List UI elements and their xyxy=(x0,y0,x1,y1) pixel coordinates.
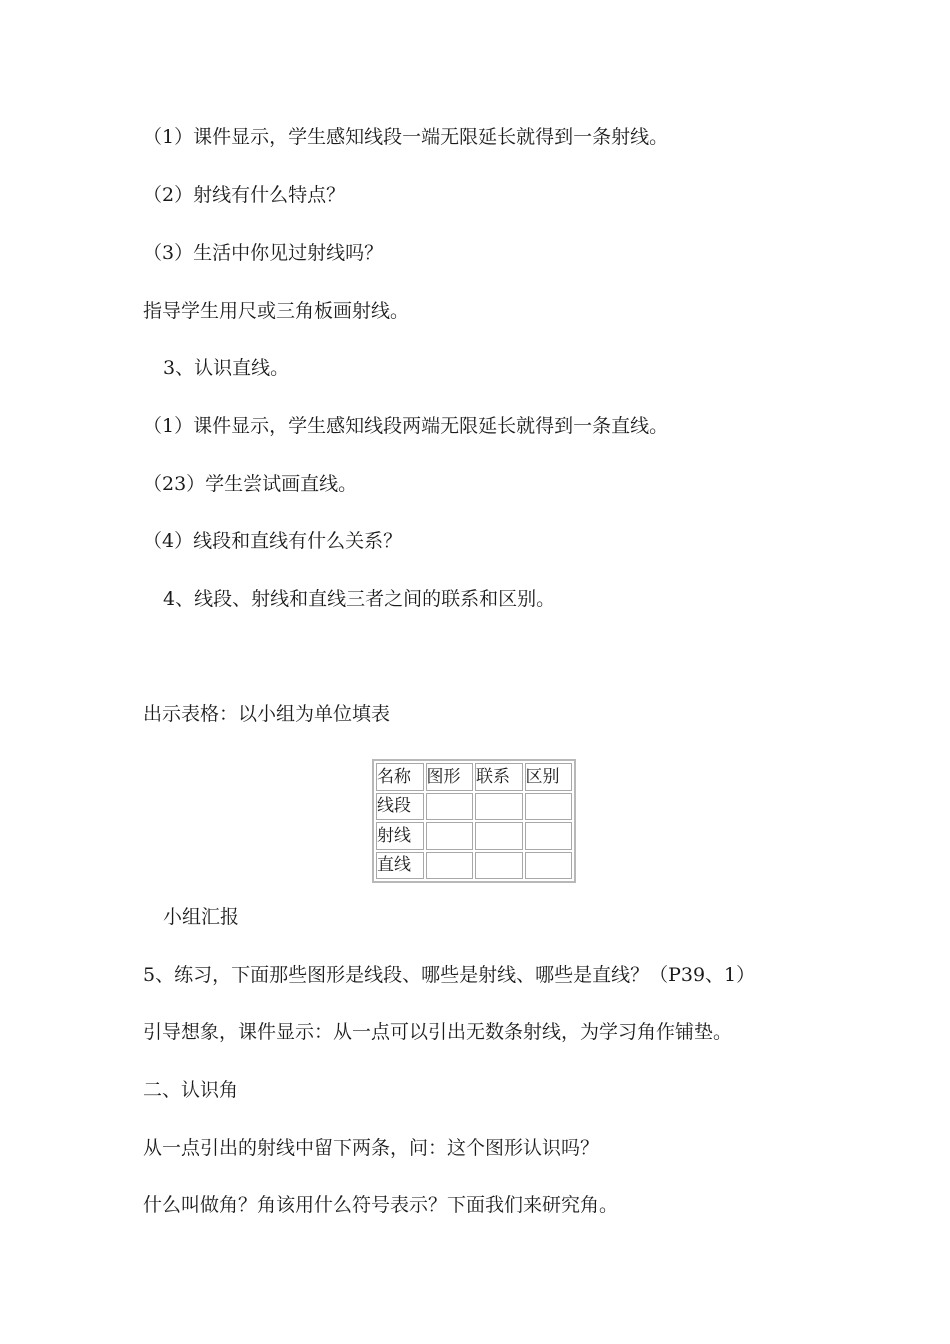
heading-know-line: 3、认识直线。 xyxy=(163,357,290,379)
table-header-cell: 联系 xyxy=(475,763,523,791)
paragraph-ray-intro: （1）课件显示，学生感知线段一端无限延长就得到一条射线。 xyxy=(143,126,669,148)
paragraph-show-table: 出示表格：以小组为单位填表 xyxy=(143,703,391,725)
table-header-cell: 名称 xyxy=(376,763,424,791)
paragraph-what-is-angle: 什么叫做角？角该用什么符号表示？下面我们来研究角。 xyxy=(143,1194,619,1216)
paragraph-draw-line: （23）学生尝试画直线。 xyxy=(143,473,358,495)
table-cell xyxy=(426,852,474,880)
table-cell: 直线 xyxy=(376,852,424,880)
table-cell: 线段 xyxy=(376,793,424,821)
table-cell xyxy=(525,822,573,850)
table-cell xyxy=(475,822,523,850)
table-cell xyxy=(475,793,523,821)
paragraph-guide-imagine: 引导想象，课件显示：从一点可以引出无数条射线，为学习角作铺垫。 xyxy=(143,1021,733,1043)
paragraph-draw-ray: 指导学生用尺或三角板画射线。 xyxy=(143,300,410,322)
table-cell xyxy=(426,822,474,850)
paragraph-line-intro: （1）课件显示，学生感知线段两端无限延长就得到一条直线。 xyxy=(143,415,669,437)
paragraph-ray-features: （2）射线有什么特点？ xyxy=(143,184,346,206)
table-row xyxy=(376,793,572,821)
table-cell xyxy=(525,793,573,821)
table-cell xyxy=(525,852,573,880)
table-row xyxy=(376,852,572,880)
paragraph-group-report: 小组汇报 xyxy=(163,906,240,928)
heading-know-angle: 二、认识角 xyxy=(143,1079,239,1101)
comparison-table xyxy=(372,759,576,883)
paragraph-two-rays: 从一点引出的射线中留下两条，问：这个图形认识吗？ xyxy=(143,1137,600,1159)
table-header-cell: 图形 xyxy=(426,763,474,791)
table-cell xyxy=(475,852,523,880)
heading-comparison: 4、线段、射线和直线三者之间的联系和区别。 xyxy=(163,588,556,610)
paragraph-ray-in-life: （3）生活中你见过射线吗？ xyxy=(143,242,384,264)
table-cell xyxy=(426,793,474,821)
table-header-row xyxy=(376,763,572,791)
paragraph-exercise: 5、练习，下面那些图形是线段、哪些是射线、哪些是直线？（P39、1） xyxy=(143,964,756,986)
table-row xyxy=(376,822,572,850)
table-cell: 射线 xyxy=(376,822,424,850)
paragraph-segment-line-relation: （4）线段和直线有什么关系？ xyxy=(143,530,403,552)
table-header-cell: 区别 xyxy=(525,763,573,791)
